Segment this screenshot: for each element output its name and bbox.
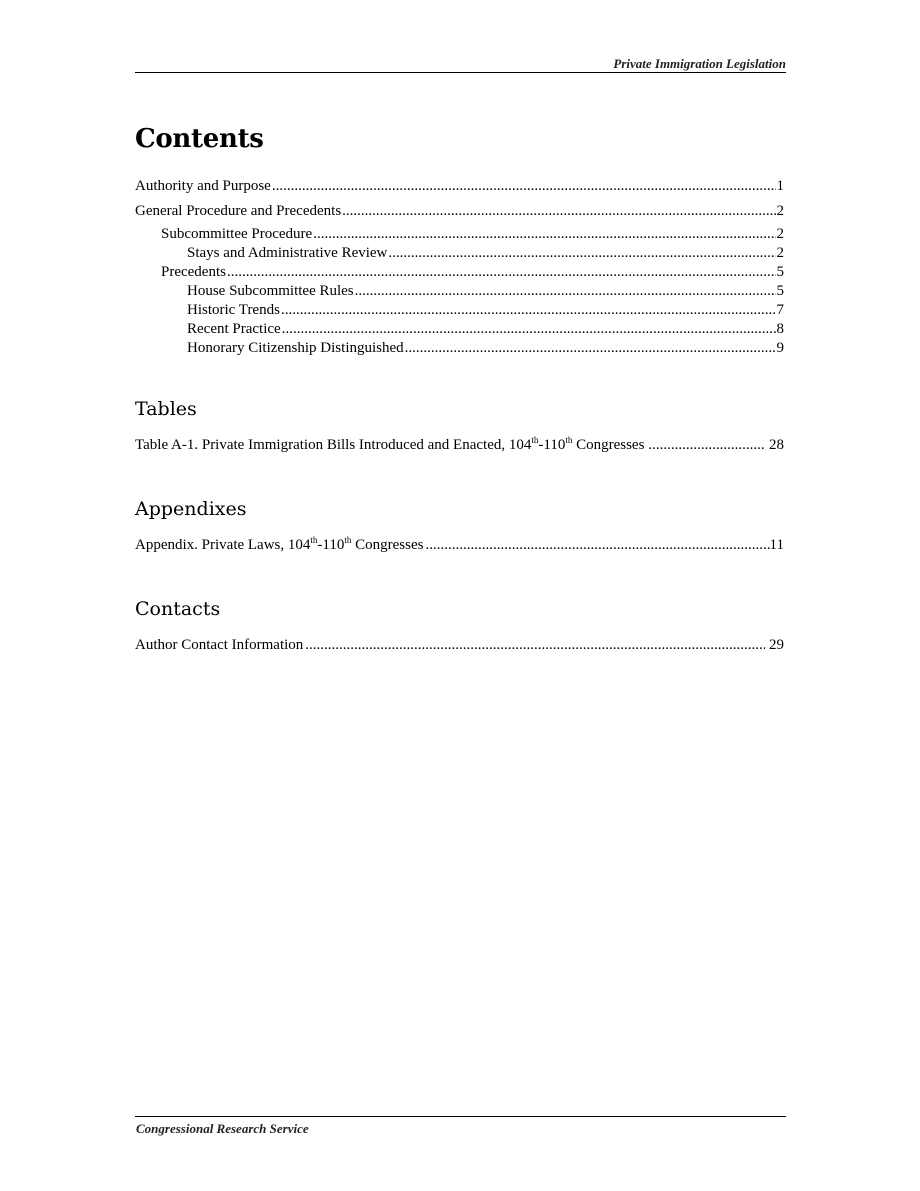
toc-entry-page: 5	[776, 283, 784, 299]
appendixes-heading: Appendixes	[135, 498, 247, 520]
dot-leader	[227, 263, 776, 281]
toc-entry-authority-and-purpose[interactable]	[135, 177, 784, 195]
contents-heading: Contents	[135, 124, 264, 154]
superscript: th	[531, 435, 539, 445]
toc-entry-label: Recent Practice	[187, 321, 281, 337]
toc-entry-author-contact[interactable]	[135, 636, 784, 654]
label-text: Congresses	[572, 437, 645, 453]
toc-entry-label: Stays and Administrative Review	[187, 245, 388, 261]
running-header-title: Private Immigration Legislation	[613, 56, 786, 71]
toc-entry-appendix[interactable]	[135, 536, 784, 554]
dot-leader	[388, 244, 775, 262]
dot-leader	[648, 436, 765, 454]
toc-entry-label	[135, 436, 644, 454]
toc-entry-label: Honorary Citizenship Distinguished	[187, 340, 404, 356]
toc-entry-recent-practice[interactable]	[187, 320, 784, 338]
toc-entry-label: House Subcommittee Rules	[187, 283, 354, 299]
label-text: -110	[317, 537, 345, 553]
toc-entry-page: 2	[776, 245, 784, 261]
toc-entry-label: Authority and Purpose	[135, 178, 271, 194]
toc-entry-page: 28	[769, 437, 784, 453]
tables-heading: Tables	[135, 398, 197, 420]
toc-entry-table-a1[interactable]	[135, 436, 784, 454]
toc-entry-honorary-citizenship[interactable]	[187, 339, 784, 357]
label-text: -110	[538, 437, 566, 453]
toc-entry-precedents[interactable]	[161, 263, 784, 281]
label-text: Appendix. Private Laws, 104	[135, 537, 311, 553]
toc-entry-stays-and-administrative-review[interactable]	[187, 244, 784, 262]
dot-leader	[342, 202, 775, 220]
superscript: th	[344, 535, 352, 545]
toc-entry-page: 8	[776, 321, 784, 337]
toc-entry-label: General Procedure and Precedents	[135, 203, 342, 219]
toc-entry-page: 9	[776, 340, 784, 356]
toc-entry-label: Subcommittee Procedure	[161, 226, 313, 242]
running-footer-publisher: Congressional Research Service	[136, 1121, 309, 1136]
toc-entry-page: 29	[769, 637, 784, 653]
toc-entry-house-subcommittee-rules[interactable]	[187, 282, 784, 300]
toc-entry-label: Precedents	[161, 264, 226, 280]
dot-leader	[425, 536, 769, 554]
toc-entry-page: 5	[776, 264, 784, 280]
toc-entry-page: 2	[776, 226, 784, 242]
toc-entry-label: Author Contact Information	[135, 637, 304, 653]
superscript: th	[310, 535, 318, 545]
toc-entry-label: Historic Trends	[187, 302, 280, 318]
dot-leader	[281, 301, 776, 319]
dot-leader	[405, 339, 776, 357]
toc-entry-label	[135, 536, 423, 554]
superscript: th	[565, 435, 573, 445]
toc-entry-page: 7	[776, 302, 784, 318]
dot-leader	[305, 636, 765, 654]
dot-leader	[355, 282, 776, 300]
toc-entry-page: 2	[776, 203, 784, 219]
label-text: Congresses	[351, 537, 424, 553]
toc-entry-general-procedure[interactable]	[135, 202, 784, 220]
header-rule	[135, 72, 786, 73]
dot-leader	[272, 177, 776, 195]
toc-entry-page: 1	[776, 178, 784, 194]
label-text: Table A-1. Private Immigration Bills Introduced and Enacted, 104	[135, 437, 532, 453]
toc-entry-subcommittee-procedure[interactable]	[161, 225, 784, 243]
dot-leader	[313, 225, 775, 243]
toc-entry-page: 11	[769, 537, 784, 553]
contacts-heading: Contacts	[135, 598, 221, 620]
toc-entry-historic-trends[interactable]	[187, 301, 784, 319]
dot-leader	[282, 320, 776, 338]
footer-rule	[135, 1116, 786, 1117]
